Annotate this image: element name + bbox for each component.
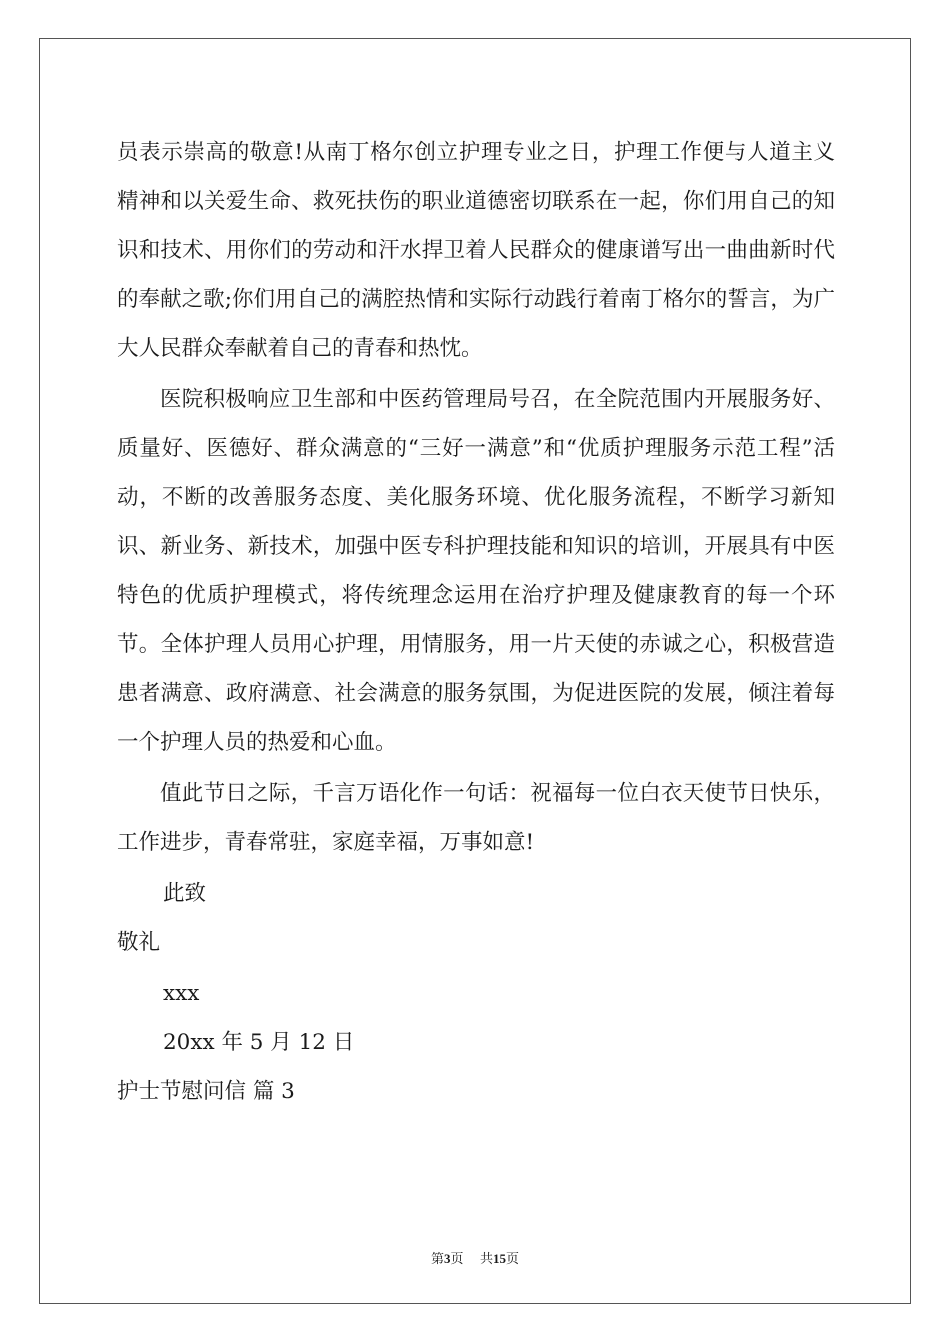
closing-line: 此致	[163, 881, 207, 906]
paragraph-2: 医院积极响应卫生部和中医药管理局号召，在全院范围内开展服务好、质量好、医德好、群众满意的“三好一满意”和“优质护理服务示范工程”活动，不断的改善服务态度、美化服务环境、优化服务流程，不断学习新知识、新业务、新技术，加强中医专科护理技能和知识的培训，开展具有中医特色的优质护理模式，将传统理念运用在治疗护理及健康教育的每一个环节。全体护理人员用心护理，用情服务，用一片天使的赤诚之心，积极营造患者满意、政府满意、社会满意的服务氛围，为促进医院的发展，倾注着每一个护理人员的热爱和心血。	[117, 387, 835, 755]
total-pages: 15	[493, 1251, 507, 1266]
total-unit: 页	[506, 1252, 520, 1267]
next-section-title: 护士节慰问信 篇 3	[117, 1079, 295, 1104]
page-number: 3	[443, 1251, 451, 1266]
salute-line: 敬礼	[117, 930, 161, 955]
document-body	[117, 128, 835, 1116]
date-line: 20xx 年 5 月 12 日	[163, 1030, 355, 1055]
signature-line: xxx	[163, 981, 200, 1006]
page-unit: 页	[450, 1252, 464, 1267]
page-label: 第	[430, 1252, 444, 1267]
page-footer	[0, 1248, 950, 1267]
paragraph-1: 员表示崇高的敬意!从南丁格尔创立护理专业之日，护理工作便与人道主义精神和以关爱生命、救死扶伤的职业道德密切联系在一起，你们用自己的知识和技术、用你们的劳动和汗水捍卫着人民群众的健康谱写出一曲曲新时代的奉献之歌;你们用自己的满腔热情和实际行动践行着南丁格尔的誓言，为广大人民群众奉献着自己的青春和热忱。	[117, 140, 835, 361]
paragraph-3: 值此节日之际，千言万语化作一句话：祝福每一位白衣天使节日快乐，工作进步，青春常驻，家庭幸福，万事如意!	[117, 781, 835, 855]
total-label: 共	[480, 1252, 494, 1267]
